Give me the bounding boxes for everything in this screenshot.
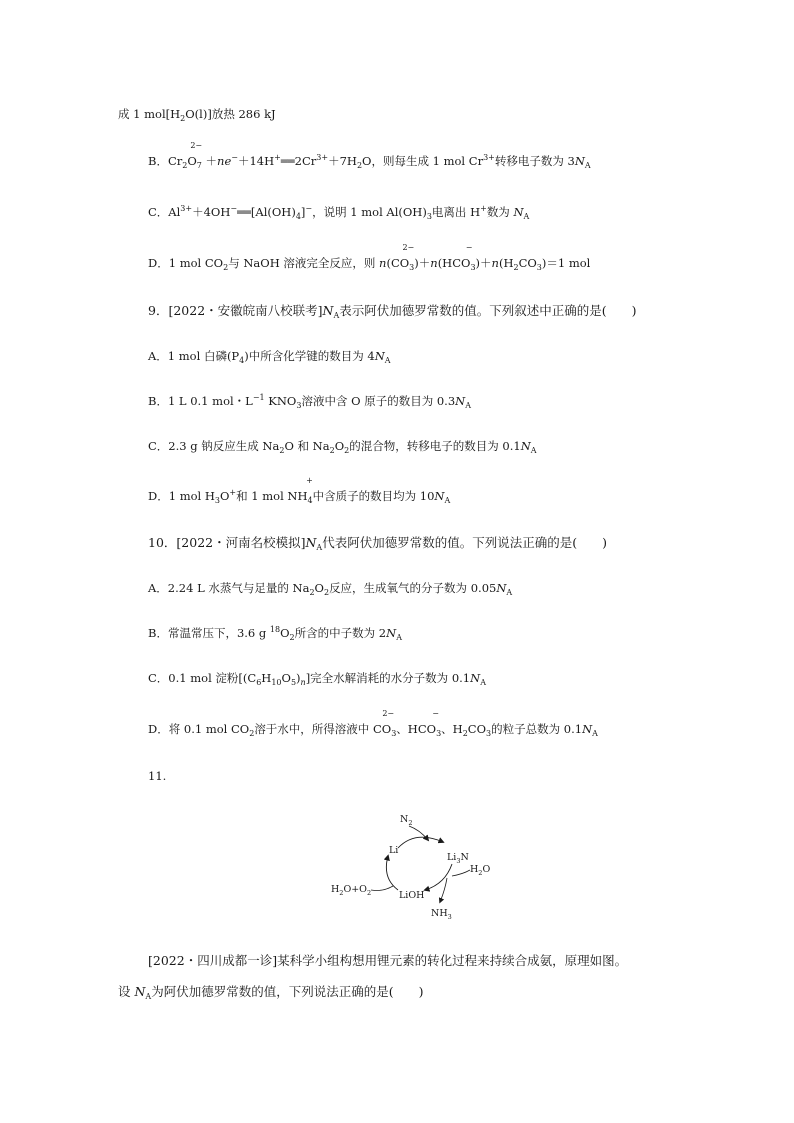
q9-option-d: D．1 mol $H_3O^+$和 1 mol NH + $_4$中含质子的数目均为 $10N_A$ [148,476,451,505]
h2o-input-line [452,870,470,876]
q9-option-c: C．2.3 g 钠反应生成 $Na_2O$ 和 $Na_2O_2$的混合物，转移电子的数目为 $0.1N_A$ [148,439,537,455]
question-9-stem: 9．[2022・安徽皖南八校联考]$N_A$表示阿伏加德罗常数的值。下列叙述中正确的是( ) [148,303,637,320]
question-10-stem: 10．[2022・河南名校模拟]$N_A$代表阿伏加德罗常数的值。下列说法正确的是( ) [148,535,607,552]
label-li3n: $Li_3N$ [447,852,469,865]
arrow-li-to-li3n [398,837,443,848]
q10-option-d: D．将 0.1 mol $CO_2$溶于水中，所得溶液中 CO 2− $_3$、HCO − $_3$、$H_2CO_3$的粒子总数为 $0.1N_A$ [148,709,598,738]
h2o-o2-output-line [371,886,393,891]
q10-option-c: C．0.1 mol 淀粉$[(C_6H_{10}O_5)_n]$完全水解消耗的水分子数为 $0.1N_A$ [148,671,486,687]
option-c-q8: C．$Al^{3+}+4OH^-══[Al(OH)_4]^-$，说明 1 mol $Al(OH)_3$电离出 H+数为 $N_A$ [148,204,530,221]
option-b-q8: B．$Cr_2O$ 2− $_7 +ne^-+14H^+══2Cr^{3+}+7H_2O$，则每生成 1 mol $Cr^{3+}$转移电子数为 $3N_A$ [148,141,591,170]
arrow-lioh-to-li [386,856,398,890]
lithium-cycle-diagram [325,808,505,928]
label-h2o-o2: $H_2O+O_2$ [331,884,372,897]
question-11-stem-line1: [2022・四川成都一诊]某科学小组构想用锂元素的转化过程来持续合成氨，原理如图。 [148,953,628,968]
q10-option-a: A．2.24 L 水蒸气与足量的 $Na_2O_2$反应，生成氧气的分子数为 $0.05N_A$ [148,581,513,597]
label-n2: $N_2$ [400,814,413,827]
cycle-svg [325,808,505,928]
label-lioh: LiOH [399,890,425,901]
q9-option-b: B．1 L 0.1 mol・$L^{-1}$ $KNO_3$溶液中含 O 原子的数目为 $0.3N_A$ [148,393,471,410]
option-d-q8: D．1 mol $CO_2$与 NaOH 溶液完全反应，则 n(CO 2− $_3$)＋n(HCO − $_3)+n(H_2CO_3)=1$ mol [148,243,591,272]
q10-option-b: B．常温常压下，3.6 g $^{18}O_2$所含的中子数为 $2N_A$ [148,625,402,642]
question-11-stem-line2: 设 $N_A$为阿伏加德罗常数的值，下列说法正确的是( ) [118,984,424,1001]
label-nh3: $NH_3$ [431,908,452,921]
label-li: Li [389,845,399,856]
question-11-number: 11. [148,769,167,783]
n2-input-arrow [409,826,428,840]
q9-option-a: A．1 mol 白磷$(P_4)$中所含化学键的数目为 $4N_A$ [148,349,391,365]
arrow-li3n-to-lioh [425,864,452,890]
label-h2o: $H_2O$ [470,864,491,877]
text-line-continuation: 成 1 $mol[H_2O(l)]$放热 286 kJ [118,107,276,123]
